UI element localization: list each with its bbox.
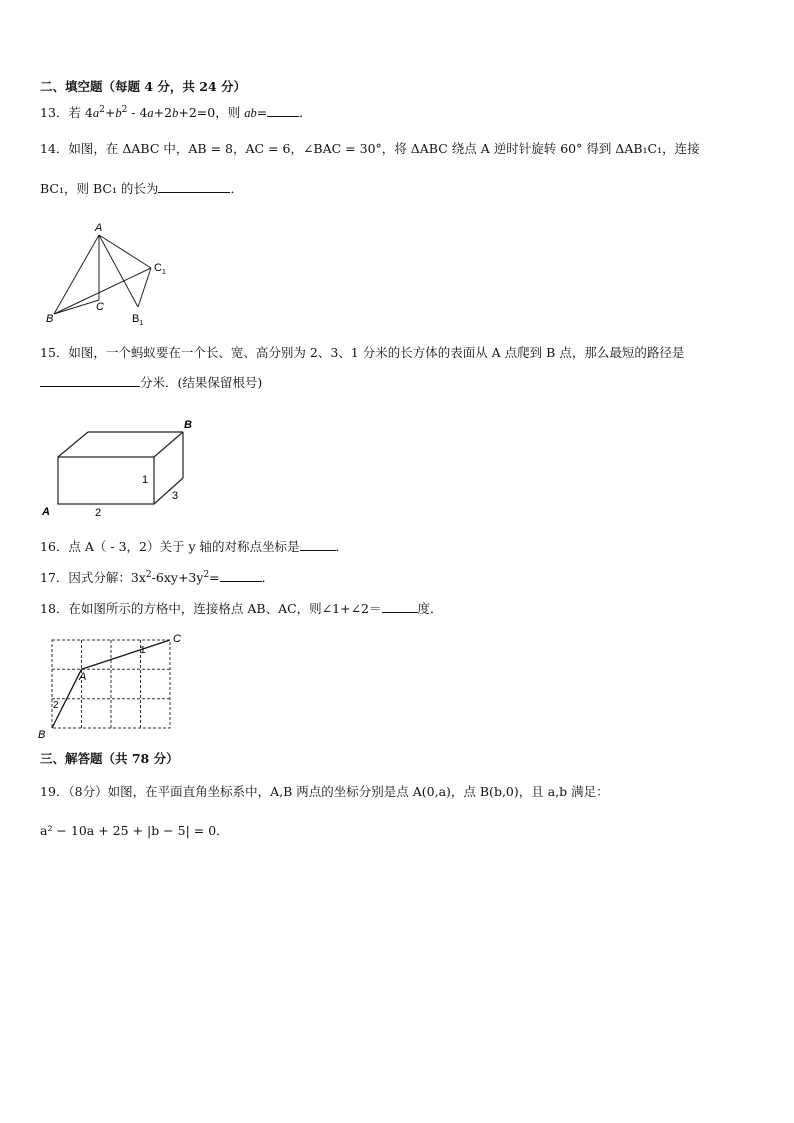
point-label-a: A bbox=[79, 671, 87, 683]
q13-text: + bbox=[104, 105, 116, 120]
q15-text: 分米．(结果保留根号) bbox=[140, 375, 263, 390]
question-18 bbox=[40, 600, 443, 618]
q17-text: -6xy+3y bbox=[151, 570, 204, 585]
answer-blank[interactable] bbox=[158, 180, 230, 193]
q13-number: 13． bbox=[40, 105, 69, 120]
q16-text: 16．点 A（ - 3，2）关于 y 轴的对称点坐标是 bbox=[40, 539, 300, 554]
q16-text: ． bbox=[335, 539, 349, 554]
question-16 bbox=[40, 538, 348, 556]
point-label-b: B bbox=[184, 419, 192, 431]
answer-blank[interactable] bbox=[220, 569, 262, 582]
section-heading-fill-in: 二、填空题（每题 4 分，共 24 分） bbox=[40, 79, 247, 94]
point-label-a: A bbox=[95, 222, 103, 234]
q13-text: 若 4 bbox=[68, 105, 93, 120]
question-19-line1: 19．（8分）如图，在平面直角坐标系中，A,B 两点的坐标分别是点 A(0,a)，点 B(b,0)，且 a,b 满足： bbox=[40, 784, 609, 799]
q13-text: +2=0，则 bbox=[178, 105, 245, 120]
segments bbox=[52, 640, 170, 728]
point-label-c1: $C_1$ bbox=[154, 262, 166, 276]
width-label: 3 bbox=[172, 490, 179, 502]
point-label-c: C bbox=[173, 633, 181, 645]
q14-text: BC₁，则 BC₁ 的长为 bbox=[40, 181, 159, 196]
question-13: 13．若 $4a^2+b^2 - 4a+2b+2=0$，则 ab= ． bbox=[40, 104, 312, 120]
q13-text: +2 bbox=[153, 105, 173, 120]
length-label: 2 bbox=[95, 507, 102, 519]
q13-text: - 4 bbox=[127, 105, 148, 120]
cuboid-edges bbox=[58, 432, 183, 504]
answer-blank[interactable] bbox=[267, 104, 299, 117]
grid-lines bbox=[52, 640, 170, 728]
point-label-b: B bbox=[46, 313, 54, 325]
question-17: 17．因式分解：$3x^2-6xy+3y^2=$ ． bbox=[40, 569, 275, 585]
q18-grid-figure bbox=[36, 630, 186, 740]
question-14-line1: 14．如图，在 ΔABC 中，AB = 8，AC = 6，∠BAC = 30°，将 ΔABC 绕点 A 逆时针旋转 60° 得到 ΔAB₁C₁，连接 bbox=[40, 141, 700, 156]
q17-text: ． bbox=[261, 570, 275, 585]
point-label-b: B bbox=[38, 729, 46, 741]
section-heading-solve: 三、解答题（共 78 分） bbox=[40, 751, 179, 766]
point-label-c: C bbox=[96, 301, 104, 313]
point-label-a: A bbox=[42, 506, 50, 518]
angle-2-label: 2 bbox=[53, 700, 59, 711]
q14-text: ． bbox=[230, 181, 243, 196]
answer-blank[interactable] bbox=[40, 374, 140, 387]
answer-blank[interactable] bbox=[300, 538, 336, 551]
q14-triangle-figure bbox=[40, 218, 180, 330]
q18-text: 度． bbox=[417, 601, 443, 616]
q17-text: = bbox=[209, 570, 220, 585]
angle-1-label: 1 bbox=[140, 645, 146, 656]
height-label: 1 bbox=[142, 474, 149, 486]
q13-text: ． bbox=[299, 105, 312, 120]
question-15-line2 bbox=[40, 374, 262, 392]
question-14-line2 bbox=[40, 180, 243, 198]
q15-cuboid-figure bbox=[40, 418, 200, 522]
answer-blank[interactable] bbox=[382, 600, 418, 613]
question-15-line1: 15．如图，一个蚂蚁要在一个长、宽、高分别为 2、3、1 分米的长方体的表面从 A 点爬到 B 点，那么最短的路径是 bbox=[40, 345, 685, 360]
question-19-line2: a² − 10a + 25 + |b − 5| = 0． bbox=[40, 823, 229, 838]
point-label-b1: $B_1$ bbox=[132, 313, 144, 327]
q18-text: 18．在如图所示的方格中，连接格点 AB、AC，则∠1+∠2＝ bbox=[40, 601, 382, 616]
q17-text: 17．因式分解：3x bbox=[40, 570, 146, 585]
